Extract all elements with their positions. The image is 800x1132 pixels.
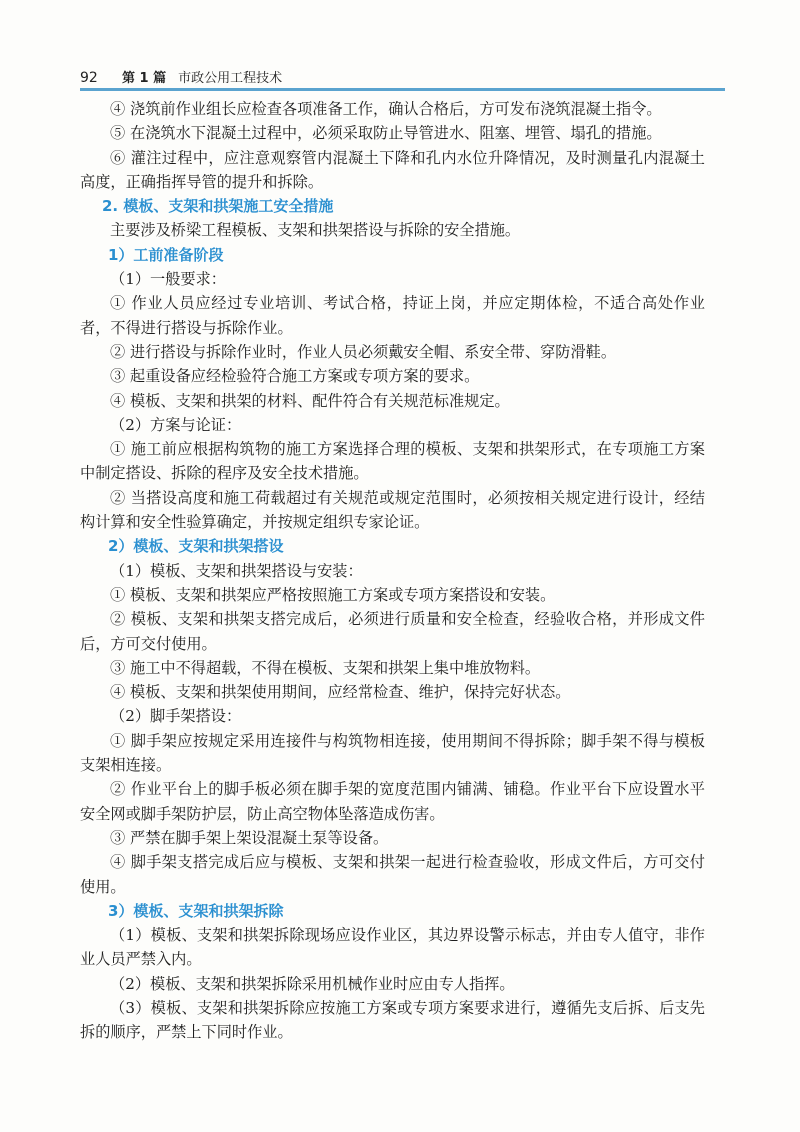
paragraph: ③ 严禁在脚手架上架设混凝土泵等设备。 <box>110 828 389 847</box>
paragraph: ④ 模板、支架和拱架的材料、配件符合有关规范标准规定。 <box>110 391 510 410</box>
paragraph: ② 模板、支架和拱架支搭完成后，必须进行质量和安全检查，经验收合格，并形成文件后，方可交付使用。 <box>80 610 705 653</box>
page-number: 92 <box>80 70 98 86</box>
header-rule <box>80 88 725 91</box>
paragraph: ② 当搭设高度和施工荷载超过有关规范或规定范围时，必须按相关规定进行设计，经结构计算和安全性验算确定，并按规定组织专家论证。 <box>80 488 705 532</box>
paragraph: （3）模板、支架和拱架拆除应按施工方案或专项方案要求进行，遵循先支后拆、后支先拆的顺序，严禁上下同时作业。 <box>80 998 705 1042</box>
paragraph: （1）模板、支架和拱架拆除现场应设作业区，其边界设警示标志，并由专人值守，非作业人员严禁入内。 <box>80 926 705 969</box>
paragraph: （2）模板、支架和拱架拆除采用机械作业时应由专人指挥。 <box>110 974 515 993</box>
item-heading: （1）一般要求： <box>110 270 226 289</box>
chapter-label: 第 1 篇 <box>122 71 167 86</box>
paragraph: ① 模板、支架和拱架应严格按照施工方案或专项方案搭设和安装。 <box>110 585 556 604</box>
paragraph: ② 作业平台上的脚手板必须在脚手架的宽度范围内铺满、铺稳。作业平台下应设置水平安全网或脚手架防护层，防止高空物体坠落造成伤害。 <box>80 780 705 823</box>
paragraph: ④ 浇筑前作业组长应检查各项准备工作，确认合格后，方可发布浇筑混凝土指令。 <box>110 100 662 118</box>
paragraph: ⑤ 在浇筑水下混凝土过程中，必须采取防止导管进水、阻塞、埋管、塌孔的措施。 <box>110 124 662 143</box>
section-heading: 2. 模板、支架和拱架施工安全措施 <box>102 197 334 216</box>
item-heading: （2）脚手架搭设： <box>110 707 242 726</box>
page-header <box>80 62 725 86</box>
subsection-heading: 1）工前准备阶段 <box>108 245 224 264</box>
item-heading: （2）方案与论证： <box>110 415 242 434</box>
paragraph: ① 作业人员应经过专业培训、考试合格，持证上岗，并应定期体检，不适合高处作业者，不得进行搭设与拆除作业。 <box>80 294 705 337</box>
subsection-heading: 2）模板、支架和拱架搭设 <box>108 537 284 556</box>
page-body <box>80 97 705 1045</box>
item-heading: （1）模板、支架和拱架搭设与安装： <box>110 561 363 580</box>
paragraph: 主要涉及桥梁工程模板、支架和拱架搭设与拆除的安全措施。 <box>110 221 521 240</box>
paragraph: ④ 脚手架支搭完成后应与模板、支架和拱架一起进行检查验收，形成文件后，方可交付使用。 <box>80 853 705 896</box>
paragraph: ① 脚手架应按规定采用连接件与构筑物相连接，使用期间不得拆除；脚手架不得与模板支架相连接。 <box>80 731 705 775</box>
paragraph: ④ 模板、支架和拱架使用期间，应经常检查、维护，保持完好状态。 <box>110 683 571 702</box>
chapter-title: 市政公用工程技术 <box>178 71 283 86</box>
paragraph: ⑥ 灌注过程中，应注意观察管内混凝土下降和孔内水位升降情况，及时测量孔内混凝土高度，正确指挥导管的提升和拆除。 <box>80 148 705 191</box>
subsection-heading: 3）模板、支架和拱架拆除 <box>108 901 284 920</box>
paragraph: ③ 施工中不得超载，不得在模板、支架和拱架上集中堆放物料。 <box>110 658 541 677</box>
paragraph: ③ 起重设备应经检验符合施工方案或专项方案的要求。 <box>110 367 480 386</box>
paragraph: ② 进行搭设与拆除作业时，作业人员必须戴安全帽、系安全带、穿防滑鞋。 <box>110 342 617 361</box>
paragraph: ① 施工前应根据构筑物的施工方案选择合理的模板、支架和拱架形式，在专项施工方案中制定搭设、拆除的程序及安全技术措施。 <box>80 440 705 483</box>
